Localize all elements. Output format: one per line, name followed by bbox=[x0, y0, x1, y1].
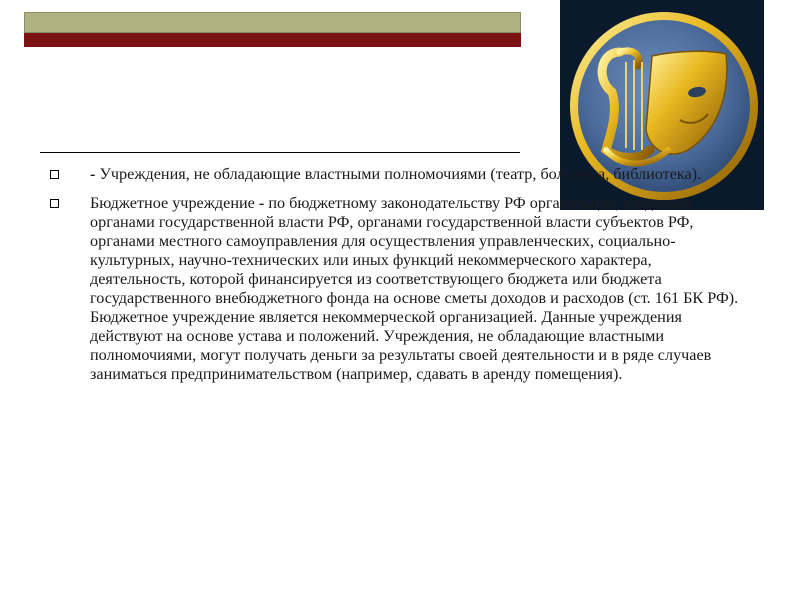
header-red-stripe bbox=[24, 33, 521, 47]
bullet-text: по бюджетному законодательству РФ организация, созданная органами государственной власти РФ, органами государственной власти субъектов РФ, органами местного самоуправления для осуществления управленческих, социально-культурных, научно-технических или иных функций некоммерческого характера, деятельность, которой финансируется из соответствующего бюджета или бюджета государственного внебюджетного фонда на основе сметы доходов и расходов (ст. 161 БК РФ). Бюджетное учреждение является некоммерческой организацией. Данные учреждения действуют на основе устава и положений. Учреждения, не обладающие властными полномочиями, могут получать деньги за результаты своей деятельности и в ряде случаев заниматься предпринимательством (например, сдавать в аренду помещения). bbox=[90, 194, 739, 383]
bullet-lead: - bbox=[90, 165, 100, 183]
bullet-term: Бюджетное учреждение bbox=[90, 194, 255, 212]
list-item bbox=[50, 165, 750, 184]
header-decor-bar bbox=[24, 12, 521, 47]
bullet-dash: - bbox=[254, 194, 269, 212]
title-divider bbox=[40, 152, 520, 153]
header-olive-stripe bbox=[24, 12, 521, 33]
hollow-square-bullet-icon bbox=[50, 199, 59, 208]
list-item bbox=[50, 194, 750, 384]
bullet-text: Учреждения, не обладающие властными полномочиями (театр, больница, библиотека). bbox=[99, 165, 702, 183]
hollow-square-bullet-icon bbox=[50, 170, 59, 179]
slide-body bbox=[50, 165, 750, 394]
